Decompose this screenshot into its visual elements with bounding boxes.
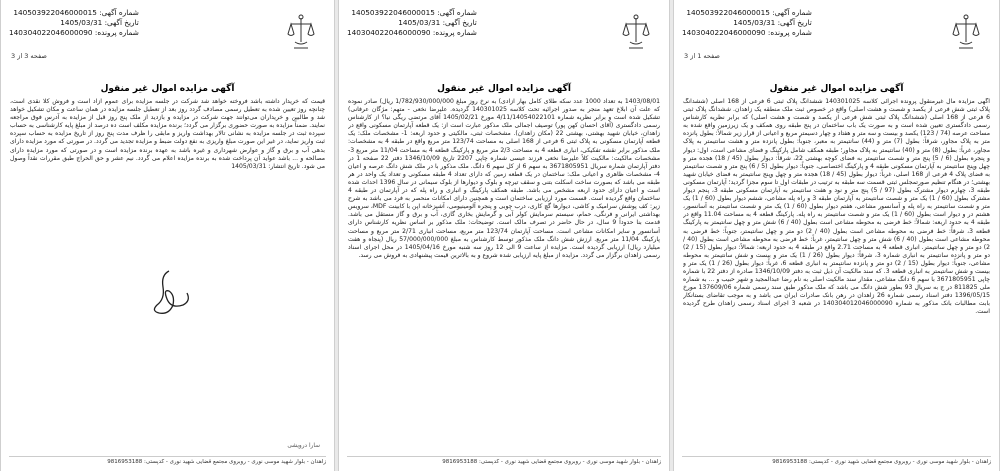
footer-address: زاهدان - بلوار شهید موسی نوری - روبروی مجتمع قضایی شهید نوری - کدپستی: 9816953188 [347, 456, 661, 465]
notice-meta [9, 8, 139, 38]
footer-address: زاهدان - بلوار شهید موسی نوری - روبروی مجتمع قضایی شهید نوری - کدپستی: 9816953188 [682, 456, 991, 465]
handwritten-signature [139, 265, 197, 317]
case-number: شماره پرونده: 140304022046000090 [347, 28, 477, 37]
notice-date: تاریخ آگهی: 1405/03/31 [398, 18, 477, 27]
body-text: 1403/08/01 به تعداد 1000 عدد سکه طلای کامل بهار آزادی) به نرخ روز مبلغ 1/782/930/000/000 ریال) صادر نموده که علت آن ابلاغ تعهد منجر به صدور اجرائیه تحت کلاسه 140301025 گردیده. علیرضا نخعی - متهم: مژگان عرفانی) تشکیل شده است و برابر نظریه شماره 4/11/14054022101 مورخ 1405/02/21 آقای مرتضی ریگی نیا؟ از کارشناس رسمی دادگستری (آقای احسان کهن پور) توصیف اجمالی ملک مذکور عبارت است از: یک قطعه آپارتمان مسکونی واقع در زاهدان، خیابان شهید بهشتی، بهشتی 22 (مکان زاهدان). مشخصات ثبتی، مالکیتی و حدود اربعه: 1- مشخصات ملک: یک قطعه آپارتمان مسکونی به پلاک ثبتی 6 فرعی از 168 اصلی به مساحت 123/74 متر مربع واقع در طبقه 4 به مشخصات: ملک مذکور برابر نقشه تفکیکی، انباری قطعه 4 به مساحت 2/3 متر مربع و پارکینگ قطعه 4 به مساحت 11/04 متر مربع 3- مشخصات مالکیت: مالکیت کلاً علیرضا نخعی فرزند عیسی شماره چاپی 2207 تاریخ 1346/10/09 دفتر 22 صفحه 1 در دفتر آپارتمان شماره سریال 3671805951 به سهم 6 از کل سهم 6 دانگ. ملک مذکور با در ملک شش دانگ عرصه و اعیان 4- مشخصات ظاهری و اعیانی ملک: ساختمان در یک قطعه زمین که دارای تعداد 4 طبقه مسکونی و تعداد یک واحد در هر طبقه می باشد که بصورت ساخت اسکلت بتنی و سقف تیرچه و بلوک و دیوارها از بلوک سیمانی در سال 1396 احداث شده است و اعیان دارای حدود اربعه مشخص می باشد. طبقه همکف پارکینگ و انباری و راه پله که در آپارتمان در طبقه 4 ساختمان واقع گردیده است. قسمت مورد ارزیابی ساختمان است و همچنین دارای امکانات منحصر به فرد می باشد به شرح زیر: کف پوشش سرامیک و کاشی، دیوارها گچ کاری، درب چوبی و پنجره آلومینیومی، آشپزخانه اپن با کابینت MDF، سرویس بهداشتی ایرانی و فرنگی، حمام، سیستم سرمایش کولر آبی و گرمایش بخاری گازی، آب و برق و گاز مستقل می باشد. قدمت بنا حدوداً 9 سال، در حال حاضر در تصرف مالک است. توضیحات: ملک مذکور بر اساس نظریه کارشناس دارای آسانسور و سایر امکانات مشاعی است. مساحت آپارتمان 123/74 متر مربع، مساحت انباری 2/71 متر مربع و مساحت پارکینگ 11/04 متر مربع. ارزش شش دانگ ملک مذکور توسط کارشناس به مبلغ 57/000/000/000 ریال (پنجاه و هفت میلیارد ریال) ارزیابی گردیده است. مزایده از ساعت 9 الی 12 روز سه شنبه مورخ 1405/04/16 در محل اجرای اسناد رسمی زاهدان برگزار می گردد. مزایده از مبلغ پایه ارزیابی شده شروع و به بالاترین قیمت پیشنهادی به فروش می رسد. [348, 98, 660, 259]
notice-number: شماره آگهی: 140503922046000015 [13, 8, 139, 17]
judiciary-emblem-icon [951, 12, 981, 52]
page-number: صفحه 3 از 3 [11, 52, 47, 60]
notice-meta [347, 8, 477, 38]
body-text: آگهی مزایده مال غیرمنقول پرونده اجرائی کلاسه 140301025 ششدانگ پلاک ثبتی 6 فرعی از 168 اصلی (ششدانگ پلاک ثبتی شش فرعی از یکصد و شصت و هشت اصلی) واقع در خصوص ثبت ملک منطقه یک زاهدان. ششدانگ پلاک ثبتی 6 فرعی از 168 اصلی (ششدانگ پلاک ثبتی شش فرعی از یکصد و شصت و هشت اصلی) که برابر نظریه کارشناس رسمی دادگستری تعیین شده است و به صورت یک باب ساختمان در پنج طبقه روی همکف و یک زیرزمین واقع شده به مساحت عرصه (74 / 123) یکصد و بیست و سه متر و هفتاد و چهار دسیمتر مربع و اعیانی از قرار زیر شمالاً: بطول پانزده متر به پلاک مجاور، شرقاً: بطول (7) متر و (44) سانتیمتر به معبر، جنوباً: بطول پانزده متر و هشت سانتیمتر به پلاک مجاور، غرباً: بطول (8) متر و (40) سانتیمتر به پلاک مجاور؛ طبقه همکف شامل پارکینگ و فضای مشاعی است، اول: دیوار و پنجره بطول (6 / 5) پنج متر و شصت سانتیمتر به فضای کوچه بهشتی 22، شرقاً: دیوار بطول (45 / 18) هجده متر و چهل وپنج سانتیمتر به آپارتمان مسکونی طبقه 4 و پارکینگ اختصاصی، جنوباً: دیوار بطول (5 / 6) پنج متر و شصت سانتیمتر به فضای پلاک 4 فرعی از 168 اصلی، غرباً: دیوار بطول (45 / 18) هجده متر و چهل وپنج سانتیمتر به فضای خیابان شهید بهشتی؛ در هنگام تنظیم صورتمجلس ثبتی قسمت سه طبقه به ترتیب در طبقات اول تا سوم مجزا گردید؛ آپارتمان مسکونی طبقه 3، چهارم دیوار مشترک بطول (97 / 5) پنج متر و نود و هفت سانتیمتر به آپارتمان مسکونی طبقه 3، پنجم دیوار مشترک بطول (60 / 1) یک متر و شصت سانتیمتر به آپارتمان طبقه 3 و راه پله مشاعی، ششم دیوار بطول (60 / 1) یک متر و شصت سانتیمتر به راه پله و آسانسور مشاعی، هفتم دیوار بطول (60 / 1) یک متر و شصت سانتیمتر به آسانسور، هشتم در و دیوار است بطول (60 / 1) یک متر و شصت سانتیمتر به راه پله. پارکینگ قطعه 4 به مساحت 11.04 واقع در طبقه 4 به حدود اربعه: شمالاً: خط فرضی به محوطه مشاعی است بطول (40 / 6) شش متر و چهل سانتیمتر به پارکینگ قطعه 3، شرقاً: خط فرضی به محوطه مشاعی است بطول (40 / 2) دو متر و چهل سانتیمتر، جنوباً: خط فرضی به محوطه مشاعی است بطول (40 / 6) شش متر و چهل سانتیمتر، غرباً: خط فرضی به محوطه مشاعی است بطول (40 / 2) دو متر و چهل سانتیمتر. انباری قطعه 4 به مساحت 2.71 واقع در طبقه 4 به حدود اربعه: شمالاً: دیوار بطول (15 / 2) دو متر و پانزده سانتیمتر به انباری شماره 3، شرقاً: دیوار بطول (26 / 1) یک متر و بیست و شش سانتیمتر به محوطه مشاعی، جنوباً: دیوار بطول (15 / 2) دو متر و پانزده سانتیمتر به انباری قطعه 6، غرباً: دیوار بطول (26 / 1) یک متر و بیست و شش سانتیمتر به انباری قطعه 3. که سند مالکیت آن ذیل ثبت به دفتر 1346/10/09 صادره از دفتر 22 با شماره چاپی 3671805951 با سهم 6 دانگ مشاعی، مقدار سند مالکیت اصلی به نام رضا عبدالمجید و شهر حبیب و ... به شماره ملی 811825 در ج به سریال 93 بطور شش دانگ می باشد که ملک مذکور طبق سند رسمی شماره 137609/06 مورخ 1396/05/15 دفتر اسناد رسمی شماره 26 زاهدان در رهن بانک صادرات ایران می باشد و به موجب تقاضای بستانکار بابت مطالبات بانک مذکور به شماره 140304012046000090 در شعبه 3 اجرای اسناد رسمی زاهدان طرح گردیده است. [683, 98, 990, 316]
document-title: آگهی مزایده اموال غیر منقول [100, 84, 235, 94]
case-number: شماره پرونده: 140304022046000090 [9, 28, 139, 37]
footer-address: زاهدان - بلوار شهید موسی نوری - روبروی مجتمع قضایی شهید نوری - کدپستی: 9816953188 [9, 456, 326, 465]
notice-number: شماره آگهی: 140503922046000015 [686, 8, 812, 17]
notice-date: تاریخ آگهی: 1405/03/31 [60, 18, 139, 27]
page-1 [673, 0, 1000, 471]
page-header [1, 8, 334, 66]
page-header [674, 8, 999, 66]
notice-meta [682, 8, 812, 38]
document-title: آگهی مزایده اموال غیر منقول [437, 84, 571, 94]
judiciary-emblem-icon [621, 12, 651, 52]
page-number: صفحه 1 از 3 [684, 52, 720, 60]
signer-name: سارا درویشی [287, 443, 320, 449]
page-header [339, 8, 669, 66]
case-number: شماره پرونده: 140304022046000090 [682, 28, 812, 37]
notice-date: تاریخ آگهی: 1405/03/31 [733, 18, 812, 27]
notice-number: شماره آگهی: 140503922046000015 [351, 8, 477, 17]
judiciary-emblem-icon [286, 12, 316, 52]
page-3 [0, 0, 335, 471]
body-text: قیمت که خریدار داشته باشد فروخته خواهد شد شرکت در جلسه مزایده برای عموم آزاد است و فروش کلا نقدی است، چنانچه روز تعیین شده به تعطیل رسمی مصادف گردد روز بعد از تعطیل جلسه مزایده در همان ساعت و مکان تشکیل خواهد شد و طالبین و خریداران می‌توانند جهت شرکت در مزایده و بازدید از ملک پنج روز قبل از مزایده به آدرس فوق مراجعه نمایند. ضمناً مزایده به صورت حضوری برگزار می گردد؛ برنده مزایده مکلف است ده درصد از مبلغ پایه کارشناسی به حساب سپرده ثبت در جلسه مزایده به نشانی تالار بهداشت واریز و مابقی را ظرف مدت پنج روز از تاریخ مزایده به حساب سپرده ثبت واریز نماید، در غیر این صورت مبلغ واریزی به نفع دولت ضبط و مزایده تجدید می گردد. در صورتی که مورد مزایده دارای بدهی آب و برق و گاز و عوارض شهرداری و غیره باشد به عهده برنده مزایده است و در صورتی که مورد مزایده دارای مصالحه و ... باشد عواید آن پرداخت شده به برنده مزایده اعلام می گردد. نیم عشر و حق الحراج طبق مقررات نقداً وصول می شود. تاریخ انتشار: 1405/03/31 [10, 98, 325, 170]
page-2 [338, 0, 670, 471]
document-title: آگهی مزایده اموال غیر منقول [769, 84, 904, 94]
